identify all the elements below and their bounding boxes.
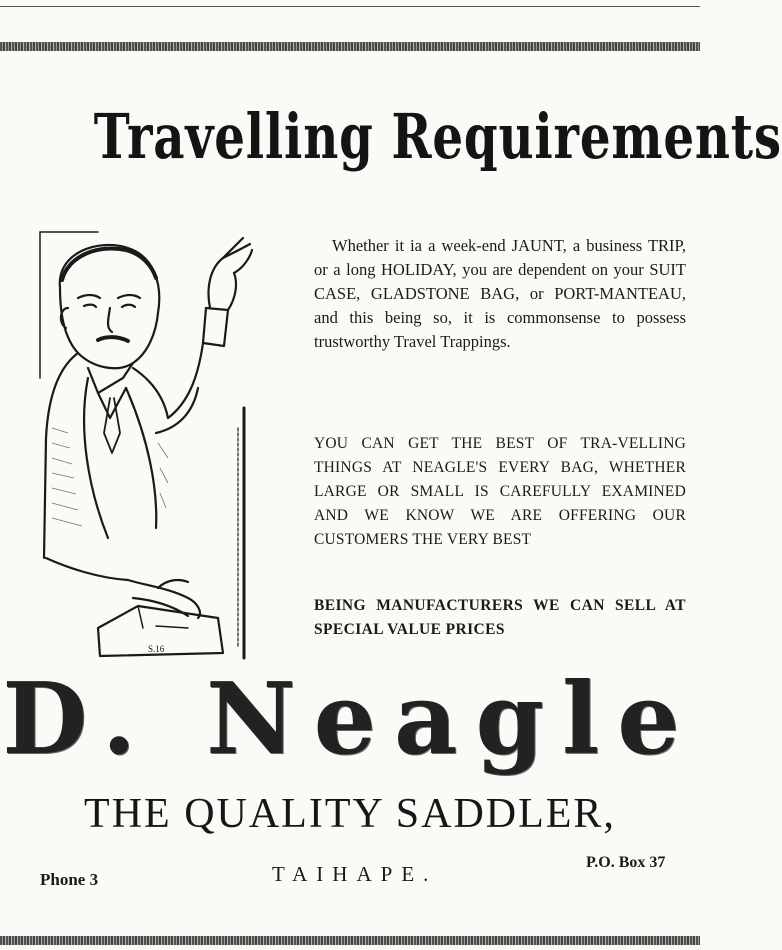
town-name: TAIHAPE. [272,862,438,886]
best-travelling-things-paragraph: YOU CAN GET THE BEST OF TRA-VELLING THINGS AT NEAGLE'S EVERY BAG, WHETHER LARGE OR SMALL IS CAREFULLY EXAMINED AND WE KNOW WE ARE OFFERING OUR CUSTOMERS THE VERY BEST [314,435,686,548]
business-trade-title: THE QUALITY SADDLER, [84,791,616,837]
top-hairline-rule [0,6,700,7]
top-border-rule [0,42,700,51]
manufacturers-prices-paragraph: BEING MANUFACTURERS WE CAN SELL AT SPECIAL VALUE PRICES [314,597,686,638]
phone-number: Phone 3 [40,870,99,889]
salesman-illustration [38,228,252,658]
business-name: D. Neagle [2,662,698,777]
illustration-signature: S.16 [148,644,165,654]
po-box: P.O. Box 37 [586,854,666,871]
advert-headline: Travelling Requirements [93,100,782,173]
intro-paragraph: Whether it ia a week-end JAUNT, a business TRIP, or a long HOLIDAY, you are dependent on your SUIT CASE, GLADSTONE BAG, or PORT-MANTEAU, and this being so, it is commonsense to possess trustworthy Travel Trappings. [314,236,686,351]
bottom-border-rule [0,936,700,945]
